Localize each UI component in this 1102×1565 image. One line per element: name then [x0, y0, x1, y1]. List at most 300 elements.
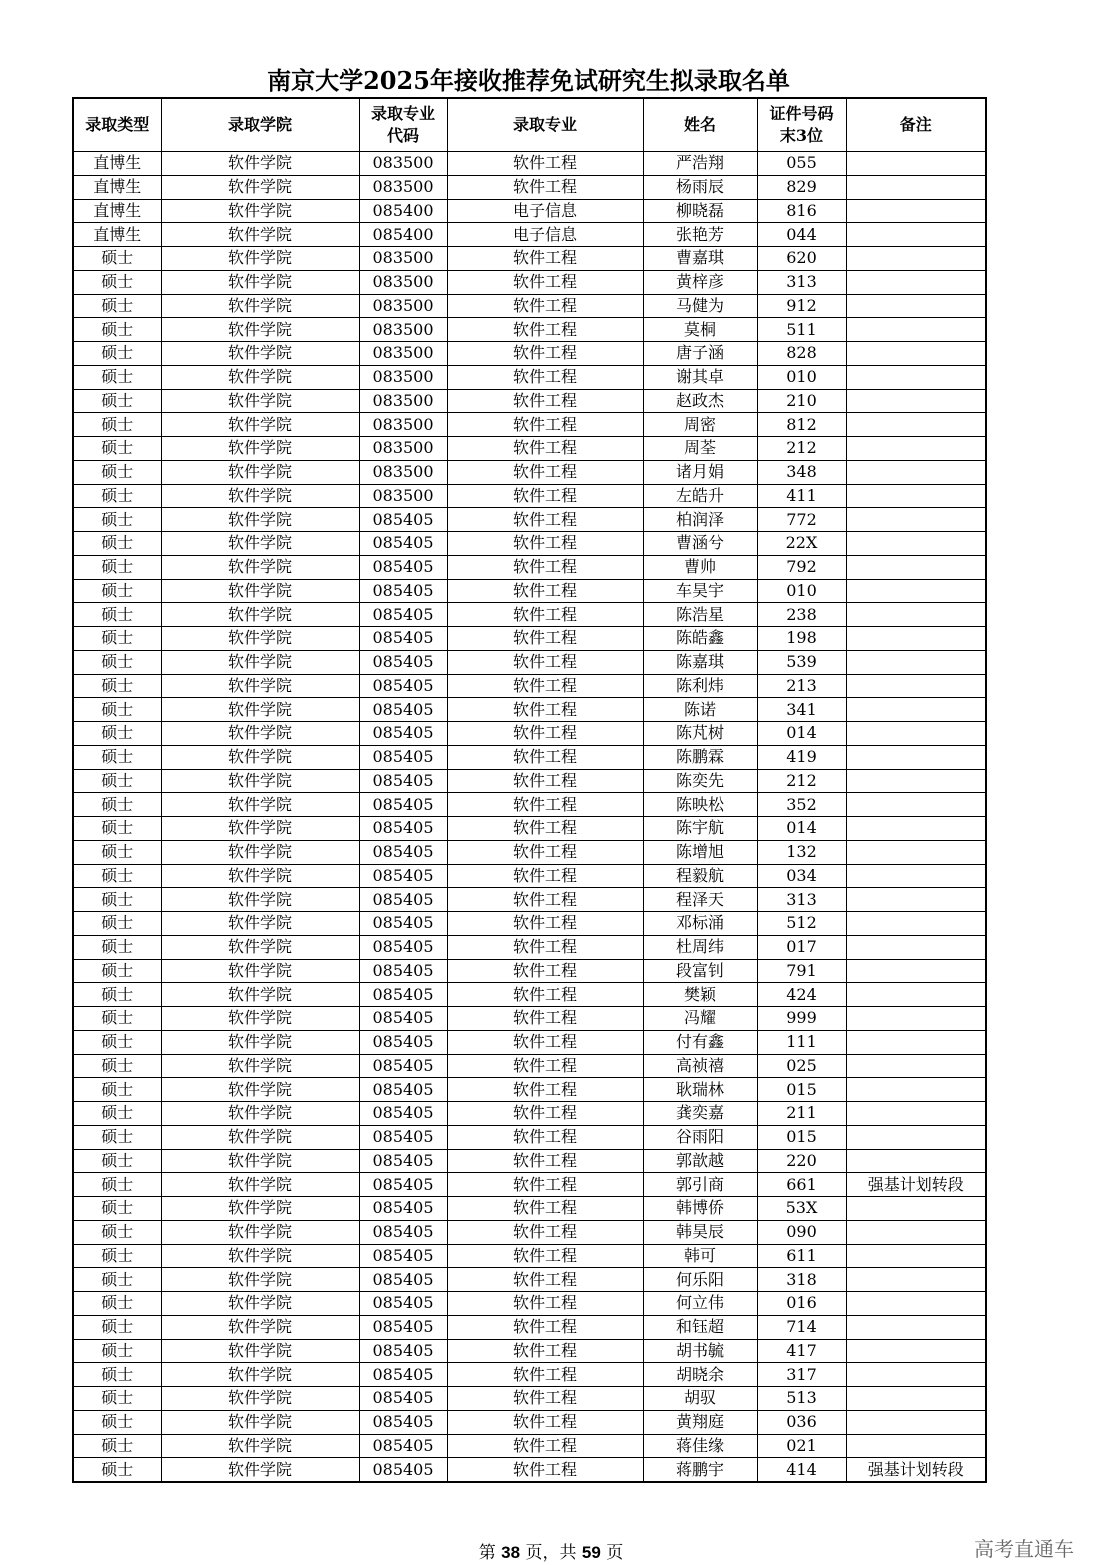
cell-major: 软件工程: [447, 864, 643, 888]
cell-remark: [846, 318, 986, 342]
cell-name: 陈浩星: [643, 603, 757, 627]
cell-college: 软件学院: [161, 318, 359, 342]
cell-id-suffix: 772: [757, 508, 846, 532]
cell-type: 硕士: [73, 698, 161, 722]
cell-major-code: 085405: [359, 674, 447, 698]
cell-college: 软件学院: [161, 722, 359, 746]
cell-major-code: 083500: [359, 152, 447, 176]
cell-college: 软件学院: [161, 460, 359, 484]
cell-major-code: 085405: [359, 1197, 447, 1221]
current-page-number: 38: [501, 1543, 521, 1562]
cell-major: 软件工程: [447, 1292, 643, 1316]
admission-table: [72, 97, 987, 1483]
cell-name: 程毅航: [643, 864, 757, 888]
cell-remark: [846, 745, 986, 769]
cell-major: 软件工程: [447, 1363, 643, 1387]
cell-type: 硕士: [73, 840, 161, 864]
table-row: [73, 1197, 986, 1221]
cell-name: 黄梓彦: [643, 270, 757, 294]
cell-college: 软件学院: [161, 1030, 359, 1054]
cell-remark: [846, 1078, 986, 1102]
cell-id-suffix: 512: [757, 912, 846, 936]
cell-major: 软件工程: [447, 532, 643, 556]
cell-remark: [846, 698, 986, 722]
cell-major: 软件工程: [447, 579, 643, 603]
cell-college: 软件学院: [161, 1125, 359, 1149]
cell-college: 软件学院: [161, 1268, 359, 1292]
cell-college: 软件学院: [161, 1054, 359, 1078]
cell-id-suffix: 017: [757, 935, 846, 959]
cell-major: 软件工程: [447, 294, 643, 318]
cell-remark: [846, 864, 986, 888]
footer-suffix: 页: [600, 1543, 624, 1563]
cell-major-code: 083500: [359, 270, 447, 294]
table-row: [73, 864, 986, 888]
cell-name: 何乐阳: [643, 1268, 757, 1292]
cell-college: 软件学院: [161, 959, 359, 983]
cell-id-suffix: 417: [757, 1339, 846, 1363]
cell-id-suffix: 318: [757, 1268, 846, 1292]
cell-remark: [846, 223, 986, 247]
cell-major-code: 085405: [359, 1458, 447, 1482]
cell-name: 柳晓磊: [643, 199, 757, 223]
table-row: [73, 935, 986, 959]
table-row: [73, 1434, 986, 1458]
cell-major-code: 085405: [359, 912, 447, 936]
table-row: [73, 1220, 986, 1244]
cell-major-code: 085405: [359, 745, 447, 769]
cell-college: 软件学院: [161, 365, 359, 389]
cell-name: 杜周纬: [643, 935, 757, 959]
cell-major: 软件工程: [447, 247, 643, 271]
table-row: [73, 199, 986, 223]
cell-major-code: 085405: [359, 1268, 447, 1292]
cell-name: 郭引商: [643, 1173, 757, 1197]
cell-major-code: 085405: [359, 840, 447, 864]
cell-type: 直博生: [73, 199, 161, 223]
cell-major: 软件工程: [447, 935, 643, 959]
cell-name: 莫桐: [643, 318, 757, 342]
cell-id-suffix: 014: [757, 817, 846, 841]
cell-major: 软件工程: [447, 912, 643, 936]
cell-name: 左皓升: [643, 484, 757, 508]
cell-major-code: 085405: [359, 1007, 447, 1031]
cell-name: 蒋鹏宇: [643, 1458, 757, 1482]
cell-name: 耿瑞林: [643, 1078, 757, 1102]
cell-id-suffix: 010: [757, 579, 846, 603]
cell-remark: [846, 1149, 986, 1173]
cell-major: 软件工程: [447, 508, 643, 532]
cell-remark: [846, 888, 986, 912]
cell-name: 陈芃树: [643, 722, 757, 746]
cell-name: 胡书毓: [643, 1339, 757, 1363]
cell-type: 硕士: [73, 1078, 161, 1102]
cell-remark: [846, 793, 986, 817]
cell-id-suffix: 22X: [757, 532, 846, 556]
page-footer: [0, 1541, 1102, 1565]
cell-major-code: 085405: [359, 532, 447, 556]
cell-major: 软件工程: [447, 1078, 643, 1102]
cell-name: 陈奕先: [643, 769, 757, 793]
cell-remark: [846, 484, 986, 508]
cell-remark: [846, 1197, 986, 1221]
cell-major-code: 085405: [359, 888, 447, 912]
cell-major-code: 085400: [359, 223, 447, 247]
table-row: [73, 484, 986, 508]
table-row: [73, 1078, 986, 1102]
table-row: [73, 223, 986, 247]
cell-remark: [846, 1363, 986, 1387]
cell-major-code: 085405: [359, 650, 447, 674]
cell-name: 陈增旭: [643, 840, 757, 864]
cell-remark: [846, 342, 986, 366]
cell-id-suffix: 111: [757, 1030, 846, 1054]
cell-major: 软件工程: [447, 318, 643, 342]
cell-major-code: 085405: [359, 1339, 447, 1363]
cell-id-suffix: 812: [757, 413, 846, 437]
cell-type: 硕士: [73, 555, 161, 579]
cell-type: 硕士: [73, 912, 161, 936]
cell-type: 硕士: [73, 318, 161, 342]
cell-remark: [846, 1007, 986, 1031]
cell-major-code: 085405: [359, 1292, 447, 1316]
cell-name: 张艳芳: [643, 223, 757, 247]
cell-type: 硕士: [73, 579, 161, 603]
cell-remark: [846, 722, 986, 746]
cell-type: 直博生: [73, 223, 161, 247]
cell-college: 软件学院: [161, 698, 359, 722]
cell-type: 直博生: [73, 152, 161, 176]
cell-id-suffix: 816: [757, 199, 846, 223]
cell-name: 冯耀: [643, 1007, 757, 1031]
cell-type: 硕士: [73, 437, 161, 461]
cell-college: 软件学院: [161, 935, 359, 959]
cell-type: 硕士: [73, 532, 161, 556]
cell-remark: [846, 460, 986, 484]
cell-type: 硕士: [73, 603, 161, 627]
cell-major: 软件工程: [447, 413, 643, 437]
cell-name: 谷雨阳: [643, 1125, 757, 1149]
cell-major: 软件工程: [447, 152, 643, 176]
cell-type: 硕士: [73, 247, 161, 271]
cell-type: 硕士: [73, 365, 161, 389]
cell-name: 唐子涵: [643, 342, 757, 366]
cell-college: 软件学院: [161, 745, 359, 769]
table-row: [73, 294, 986, 318]
cell-name: 郭歆越: [643, 1149, 757, 1173]
cell-remark: [846, 1054, 986, 1078]
cell-name: 黄翔庭: [643, 1410, 757, 1434]
cell-id-suffix: 132: [757, 840, 846, 864]
table-row: [73, 365, 986, 389]
cell-major: 软件工程: [447, 1458, 643, 1482]
cell-id-suffix: 025: [757, 1054, 846, 1078]
cell-id-suffix: 015: [757, 1078, 846, 1102]
cell-remark: [846, 270, 986, 294]
cell-college: 软件学院: [161, 864, 359, 888]
table-row: [73, 983, 986, 1007]
cell-major-code: 085405: [359, 579, 447, 603]
cell-major-code: 083500: [359, 413, 447, 437]
table-row: [73, 1268, 986, 1292]
cell-college: 软件学院: [161, 175, 359, 199]
cell-college: 软件学院: [161, 389, 359, 413]
cell-college: 软件学院: [161, 674, 359, 698]
cell-id-suffix: 411: [757, 484, 846, 508]
cell-type: 硕士: [73, 722, 161, 746]
cell-college: 软件学院: [161, 1410, 359, 1434]
cell-type: 硕士: [73, 1458, 161, 1482]
cell-major: 软件工程: [447, 650, 643, 674]
cell-remark: [846, 508, 986, 532]
table-row: [73, 603, 986, 627]
table-row: [73, 532, 986, 556]
cell-major: 软件工程: [447, 1125, 643, 1149]
table-row: [73, 698, 986, 722]
cell-college: 软件学院: [161, 223, 359, 247]
cell-remark: [846, 912, 986, 936]
table-row: [73, 1102, 986, 1126]
cell-remark: [846, 1125, 986, 1149]
cell-type: 硕士: [73, 1197, 161, 1221]
cell-major: 软件工程: [447, 1268, 643, 1292]
cell-college: 软件学院: [161, 1244, 359, 1268]
table-row: [73, 508, 986, 532]
cell-id-suffix: 348: [757, 460, 846, 484]
cell-college: 软件学院: [161, 769, 359, 793]
cell-type: 硕士: [73, 270, 161, 294]
table-row: [73, 745, 986, 769]
cell-major: 软件工程: [447, 1315, 643, 1339]
cell-major: 软件工程: [447, 674, 643, 698]
cell-major: 软件工程: [447, 1102, 643, 1126]
cell-remark: [846, 199, 986, 223]
total-page-number: 59: [581, 1543, 601, 1562]
cell-remark: [846, 532, 986, 556]
cell-major-code: 085405: [359, 1363, 447, 1387]
cell-college: 软件学院: [161, 270, 359, 294]
cell-id-suffix: 090: [757, 1220, 846, 1244]
cell-remark: [846, 674, 986, 698]
cell-remark: [846, 1434, 986, 1458]
cell-remark: 强基计划转段: [846, 1173, 986, 1197]
cell-id-suffix: 034: [757, 864, 846, 888]
cell-type: 硕士: [73, 342, 161, 366]
cell-type: 硕士: [73, 1292, 161, 1316]
cell-major-code: 085405: [359, 1125, 447, 1149]
column-header-major: 录取专业: [447, 98, 643, 152]
cell-type: 硕士: [73, 1434, 161, 1458]
cell-major-code: 085405: [359, 1173, 447, 1197]
cell-id-suffix: 015: [757, 1125, 846, 1149]
cell-college: 软件学院: [161, 437, 359, 461]
cell-major: 软件工程: [447, 270, 643, 294]
cell-major: 软件工程: [447, 460, 643, 484]
cell-major-code: 083500: [359, 247, 447, 271]
cell-id-suffix: 014: [757, 722, 846, 746]
table-row: [73, 437, 986, 461]
cell-type: 硕士: [73, 1173, 161, 1197]
table-row: [73, 460, 986, 484]
cell-major: 软件工程: [447, 1434, 643, 1458]
cell-major-code: 085405: [359, 1434, 447, 1458]
cell-type: 硕士: [73, 935, 161, 959]
cell-name: 樊颖: [643, 983, 757, 1007]
table-row: [73, 579, 986, 603]
cell-name: 曹帅: [643, 555, 757, 579]
cell-major: 软件工程: [447, 1007, 643, 1031]
cell-id-suffix: 238: [757, 603, 846, 627]
cell-id-suffix: 791: [757, 959, 846, 983]
cell-major-code: 083500: [359, 389, 447, 413]
cell-id-suffix: 424: [757, 983, 846, 1007]
cell-college: 软件学院: [161, 1220, 359, 1244]
table-header-row: [73, 98, 986, 152]
cell-major-code: 085400: [359, 199, 447, 223]
cell-name: 陈利炜: [643, 674, 757, 698]
cell-remark: [846, 413, 986, 437]
cell-major-code: 085405: [359, 983, 447, 1007]
cell-major-code: 085405: [359, 769, 447, 793]
table-row: [73, 959, 986, 983]
cell-college: 软件学院: [161, 1197, 359, 1221]
cell-major: 电子信息: [447, 223, 643, 247]
cell-name: 赵政杰: [643, 389, 757, 413]
cell-major: 软件工程: [447, 959, 643, 983]
cell-type: 硕士: [73, 1339, 161, 1363]
cell-major: 软件工程: [447, 1149, 643, 1173]
cell-name: 高祯禧: [643, 1054, 757, 1078]
cell-type: 硕士: [73, 1007, 161, 1031]
cell-type: 硕士: [73, 1410, 161, 1434]
cell-college: 软件学院: [161, 1339, 359, 1363]
cell-college: 软件学院: [161, 817, 359, 841]
cell-major-code: 085405: [359, 627, 447, 651]
cell-id-suffix: 352: [757, 793, 846, 817]
cell-major-code: 085405: [359, 864, 447, 888]
table-row: [73, 1410, 986, 1434]
cell-type: 硕士: [73, 1244, 161, 1268]
cell-name: 何立伟: [643, 1292, 757, 1316]
table-row: [73, 840, 986, 864]
cell-remark: 强基计划转段: [846, 1458, 986, 1482]
cell-type: 硕士: [73, 460, 161, 484]
cell-remark: [846, 1387, 986, 1411]
cell-college: 软件学院: [161, 1149, 359, 1173]
cell-remark: [846, 437, 986, 461]
table-row: [73, 674, 986, 698]
cell-type: 硕士: [73, 1054, 161, 1078]
cell-major-code: 083500: [359, 437, 447, 461]
page-title: 南京大学2025年接收推荐免试研究生拟录取名单: [267, 66, 790, 95]
cell-type: 硕士: [73, 627, 161, 651]
cell-type: 硕士: [73, 1030, 161, 1054]
watermark-text: 高考直通车: [974, 1537, 1074, 1561]
cell-name: 曹嘉琪: [643, 247, 757, 271]
table-row: [73, 650, 986, 674]
cell-name: 程泽天: [643, 888, 757, 912]
table-row: [73, 1244, 986, 1268]
cell-name: 周荃: [643, 437, 757, 461]
cell-major-code: 085405: [359, 508, 447, 532]
cell-type: 硕士: [73, 389, 161, 413]
cell-type: 硕士: [73, 959, 161, 983]
table-row: [73, 318, 986, 342]
cell-name: 和钰超: [643, 1315, 757, 1339]
cell-type: 硕士: [73, 793, 161, 817]
table-row: [73, 1339, 986, 1363]
footer-prefix: 第: [478, 1543, 502, 1563]
cell-name: 胡驭: [643, 1387, 757, 1411]
cell-type: 硕士: [73, 650, 161, 674]
cell-major: 软件工程: [447, 365, 643, 389]
cell-major: 软件工程: [447, 389, 643, 413]
cell-id-suffix: 213: [757, 674, 846, 698]
cell-type: 硕士: [73, 1268, 161, 1292]
cell-college: 软件学院: [161, 840, 359, 864]
cell-name: 陈诺: [643, 698, 757, 722]
cell-college: 软件学院: [161, 1007, 359, 1031]
cell-name: 陈映松: [643, 793, 757, 817]
cell-major: 软件工程: [447, 555, 643, 579]
cell-college: 软件学院: [161, 555, 359, 579]
cell-college: 软件学院: [161, 627, 359, 651]
cell-type: 硕士: [73, 508, 161, 532]
cell-college: 软件学院: [161, 247, 359, 271]
table-row: [73, 270, 986, 294]
table-row: [73, 1125, 986, 1149]
cell-id-suffix: 313: [757, 888, 846, 912]
cell-type: 硕士: [73, 817, 161, 841]
cell-remark: [846, 365, 986, 389]
cell-major-code: 085405: [359, 1387, 447, 1411]
table-row: [73, 1030, 986, 1054]
cell-name: 杨雨辰: [643, 175, 757, 199]
cell-id-suffix: 210: [757, 389, 846, 413]
cell-major-code: 083500: [359, 175, 447, 199]
cell-major: 软件工程: [447, 342, 643, 366]
cell-id-suffix: 036: [757, 1410, 846, 1434]
cell-remark: [846, 247, 986, 271]
cell-remark: [846, 769, 986, 793]
cell-college: 软件学院: [161, 579, 359, 603]
cell-major-code: 085405: [359, 1078, 447, 1102]
cell-id-suffix: 828: [757, 342, 846, 366]
cell-name: 谢其卓: [643, 365, 757, 389]
cell-remark: [846, 627, 986, 651]
table-row: [73, 247, 986, 271]
cell-id-suffix: 055: [757, 152, 846, 176]
cell-type: 硕士: [73, 1125, 161, 1149]
cell-id-suffix: 010: [757, 365, 846, 389]
cell-major-code: 085405: [359, 1102, 447, 1126]
cell-name: 陈嘉琪: [643, 650, 757, 674]
cell-name: 蒋佳缘: [643, 1434, 757, 1458]
cell-major: 软件工程: [447, 1387, 643, 1411]
cell-type: 硕士: [73, 674, 161, 698]
cell-major-code: 085405: [359, 698, 447, 722]
cell-college: 软件学院: [161, 1078, 359, 1102]
cell-id-suffix: 313: [757, 270, 846, 294]
cell-college: 软件学院: [161, 532, 359, 556]
cell-id-suffix: 212: [757, 769, 846, 793]
table-row: [73, 413, 986, 437]
cell-major-code: 083500: [359, 365, 447, 389]
cell-college: 软件学院: [161, 1363, 359, 1387]
table-row: [73, 888, 986, 912]
cell-college: 软件学院: [161, 1292, 359, 1316]
cell-type: 硕士: [73, 1315, 161, 1339]
